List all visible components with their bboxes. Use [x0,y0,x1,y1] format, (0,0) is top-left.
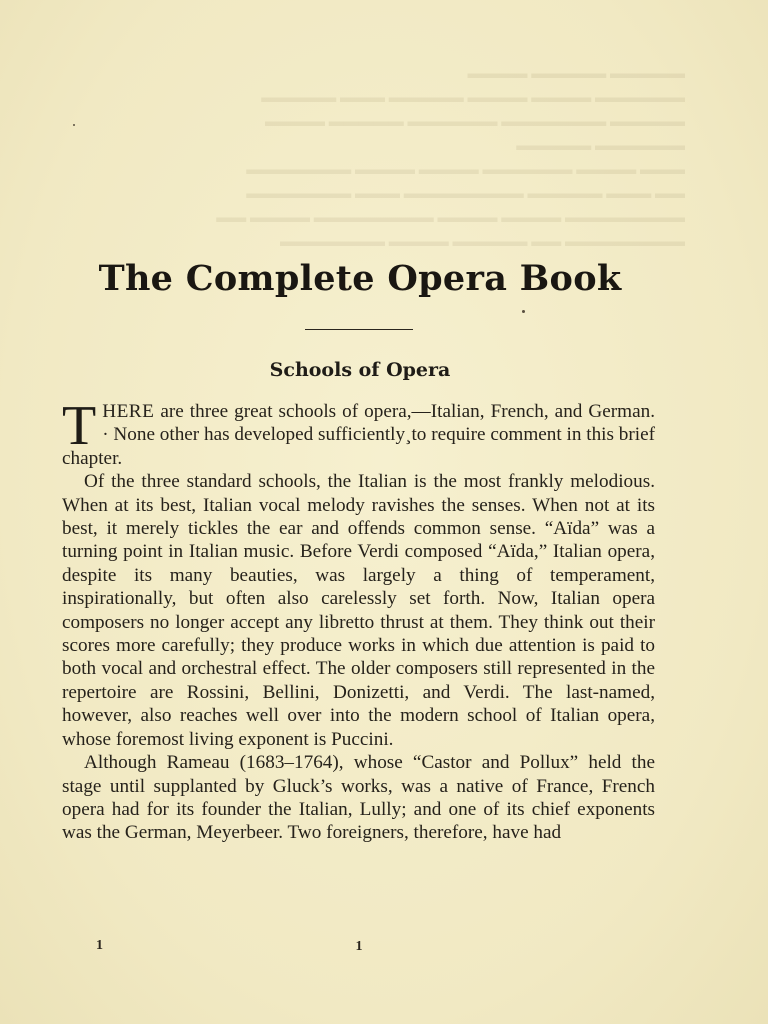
print-speck [73,124,75,126]
title-rule [305,329,413,330]
paragraph-1-text: are three great schools of opera,—Italian, French, and German. · None other has developed sufficiently¸to require comment in this brief chapter. [62,401,655,469]
chapter-title: Schools of Opera [269,359,451,381]
signature-mark: 1 [96,938,103,953]
paragraph-1 [62,395,655,470]
chapter-body [62,395,655,845]
paragraph-3: Although Rameau (1683–1764), whose “Castor and Pollux” held the stage until supplanted by Gluck’s works, was a native of France, French opera had for its founder the Italian, Lully; and one of its chief exponents was the German, Meyerbeer. Two foreigners, therefore, have had [62,752,655,844]
page-number: 1 [355,939,363,954]
paragraph-2: Of the three standard schools, the Italian is the most frankly melodious. When at its best, Italian vocal melody ravishes the senses. When not at its best, it merely tickles the ear and offends common sense. “Aïda” was a turning point in Italian music. Before Verdi composed “Aïda,” Italian opera, despite its many beauties, was largely a thing of temperament, inspirationally, but often also carelessly set forth. Now, Italian opera composers no longer accept any libretto thrust at them. They think out their scores more carefully; they produce works in which due attention is paid to both vocal and orchestral effect. The older composers still represented in the repertoire are Rossini, Bellini, Donizetti, and Verdi. The last-named, however, also reaches well over into the modern school of Italian opera, whose foremost living exponent is Puccini. [62,471,655,750]
print-speck [522,310,525,313]
drop-cap: T [62,395,97,457]
opening-word: HERE [102,401,155,422]
book-title: The Complete Opera Book [98,258,622,299]
bleed-through-text: ▬▬▬▬▬ ▬▬▬▬▬ ▬▬▬▬ ▬▬▬▬▬▬ ▬▬▬▬ ▬▬▬▬ ▬▬▬▬▬ ▬▬▬ ▬▬▬▬▬ ▬▬▬▬▬ ▬▬▬▬▬▬▬ ▬▬▬▬▬▬ ▬▬▬▬▬ ▬▬▬▬ ▬▬▬▬▬▬ ▬▬▬▬▬ ▬▬▬ ▬▬▬▬ ▬▬▬▬▬▬ ▬▬▬▬ ▬▬▬▬ ▬▬▬▬▬▬▬ ▬▬ ▬▬▬ ▬▬▬▬▬ ▬▬▬▬▬▬▬▬ ▬▬▬ ▬▬▬▬▬▬▬ ▬▬▬▬▬▬▬▬ ▬▬▬▬ ▬▬▬▬ ▬▬▬▬▬▬▬▬ ▬▬▬▬ ▬▬ ▬▬▬▬▬▬▬▬ ▬▬ ▬▬▬▬▬ ▬▬▬▬ ▬▬▬▬▬▬▬ [216,66,685,250]
